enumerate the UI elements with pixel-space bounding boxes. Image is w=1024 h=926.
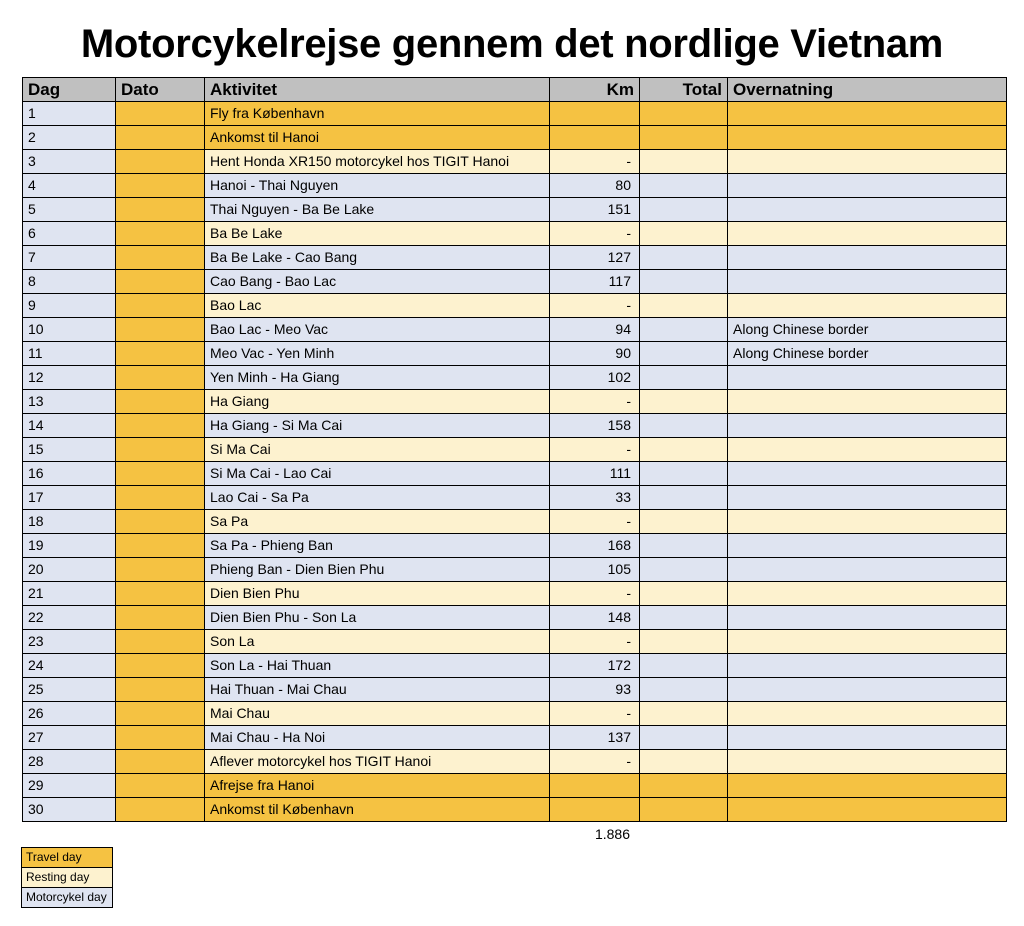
- cell-aktivitet[interactable]: Ba Be Lake - Cao Bang: [205, 246, 550, 270]
- cell-aktivitet[interactable]: Ba Be Lake: [205, 222, 550, 246]
- cell-dag[interactable]: 2: [23, 126, 116, 150]
- cell-km[interactable]: 158: [550, 414, 640, 438]
- table-row: [23, 678, 1007, 702]
- column-header-total[interactable]: Total: [640, 78, 728, 102]
- cell-dato[interactable]: [116, 150, 205, 174]
- cell-km[interactable]: 93: [550, 678, 640, 702]
- table-row: [23, 798, 1007, 822]
- cell-dato[interactable]: [116, 798, 205, 822]
- cell-total[interactable]: [640, 606, 728, 630]
- table-row: [23, 438, 1007, 462]
- cell-aktivitet[interactable]: Mai Chau: [205, 702, 550, 726]
- cell-total[interactable]: [640, 390, 728, 414]
- cell-aktivitet[interactable]: Son La - Hai Thuan: [205, 654, 550, 678]
- cell-aktivitet[interactable]: Si Ma Cai: [205, 438, 550, 462]
- cell-total[interactable]: [640, 750, 728, 774]
- cell-overnatning[interactable]: [728, 702, 1007, 726]
- cell-aktivitet[interactable]: Si Ma Cai - Lao Cai: [205, 462, 550, 486]
- cell-total[interactable]: [640, 246, 728, 270]
- cell-overnatning[interactable]: [728, 366, 1007, 390]
- cell-overnatning[interactable]: [728, 630, 1007, 654]
- cell-km[interactable]: 151: [550, 198, 640, 222]
- cell-overnatning[interactable]: [728, 294, 1007, 318]
- cell-dato[interactable]: [116, 510, 205, 534]
- cell-dag[interactable]: 15: [23, 438, 116, 462]
- cell-overnatning[interactable]: [728, 174, 1007, 198]
- cell-dato[interactable]: [116, 558, 205, 582]
- cell-aktivitet[interactable]: Hent Honda XR150 motorcykel hos TIGIT Hanoi: [205, 150, 550, 174]
- cell-dag[interactable]: 25: [23, 678, 116, 702]
- cell-dag[interactable]: 22: [23, 606, 116, 630]
- cell-km[interactable]: -: [550, 390, 640, 414]
- cell-overnatning[interactable]: Along Chinese border: [728, 342, 1007, 366]
- cell-dato[interactable]: [116, 726, 205, 750]
- cell-km[interactable]: 105: [550, 558, 640, 582]
- cell-dag[interactable]: 27: [23, 726, 116, 750]
- cell-overnatning[interactable]: [728, 390, 1007, 414]
- cell-overnatning[interactable]: [728, 198, 1007, 222]
- cell-km[interactable]: 111: [550, 462, 640, 486]
- column-header-aktivitet[interactable]: Aktivitet: [205, 78, 550, 102]
- cell-dag[interactable]: 8: [23, 270, 116, 294]
- cell-dato[interactable]: [116, 654, 205, 678]
- cell-km[interactable]: 33: [550, 486, 640, 510]
- cell-total[interactable]: [640, 174, 728, 198]
- cell-overnatning[interactable]: [728, 462, 1007, 486]
- table-row: [23, 390, 1007, 414]
- cell-km[interactable]: -: [550, 750, 640, 774]
- cell-km[interactable]: -: [550, 582, 640, 606]
- cell-total[interactable]: [640, 726, 728, 750]
- cell-km[interactable]: [550, 798, 640, 822]
- cell-km[interactable]: 127: [550, 246, 640, 270]
- cell-overnatning[interactable]: [728, 150, 1007, 174]
- table-row: [23, 414, 1007, 438]
- cell-km[interactable]: 117: [550, 270, 640, 294]
- cell-aktivitet[interactable]: Sa Pa: [205, 510, 550, 534]
- cell-overnatning[interactable]: [728, 510, 1007, 534]
- cell-total[interactable]: [640, 774, 728, 798]
- cell-total[interactable]: [640, 654, 728, 678]
- cell-overnatning[interactable]: [728, 486, 1007, 510]
- table-row: [23, 726, 1007, 750]
- cell-aktivitet[interactable]: Hai Thuan - Mai Chau: [205, 678, 550, 702]
- km-total: 1.886: [594, 826, 630, 842]
- cell-km[interactable]: 148: [550, 606, 640, 630]
- cell-dag[interactable]: 16: [23, 462, 116, 486]
- cell-overnatning[interactable]: [728, 678, 1007, 702]
- cell-overnatning[interactable]: [728, 798, 1007, 822]
- cell-aktivitet[interactable]: Bao Lac - Meo Vac: [205, 318, 550, 342]
- cell-dato[interactable]: [116, 438, 205, 462]
- table-row: [23, 582, 1007, 606]
- cell-dag[interactable]: 14: [23, 414, 116, 438]
- table-row: [23, 270, 1007, 294]
- cell-dato[interactable]: [116, 198, 205, 222]
- table-row: [23, 222, 1007, 246]
- cell-km[interactable]: 102: [550, 366, 640, 390]
- cell-dato[interactable]: [116, 342, 205, 366]
- table-row: [23, 462, 1007, 486]
- table-row: [23, 486, 1007, 510]
- header-row: [23, 78, 1007, 102]
- cell-overnatning[interactable]: [728, 534, 1007, 558]
- cell-aktivitet[interactable]: Ankomst til København: [205, 798, 550, 822]
- legend-motorcykel-day: Motorcykel day: [22, 888, 113, 908]
- cell-aktivitet[interactable]: Hanoi - Thai Nguyen: [205, 174, 550, 198]
- cell-overnatning[interactable]: [728, 582, 1007, 606]
- cell-dag[interactable]: 17: [23, 486, 116, 510]
- cell-dato[interactable]: [116, 318, 205, 342]
- cell-aktivitet[interactable]: Phieng Ban - Dien Bien Phu: [205, 558, 550, 582]
- cell-dato[interactable]: [116, 174, 205, 198]
- cell-dag[interactable]: 11: [23, 342, 116, 366]
- table-row: [23, 630, 1007, 654]
- table-row: [23, 198, 1007, 222]
- cell-km[interactable]: [550, 102, 640, 126]
- page-title: Motorcykelrejse gennem det nordlige Vietnam: [80, 22, 944, 66]
- cell-aktivitet[interactable]: Aflever motorcykel hos TIGIT Hanoi: [205, 750, 550, 774]
- cell-dato[interactable]: [116, 414, 205, 438]
- cell-dag[interactable]: 7: [23, 246, 116, 270]
- cell-dato[interactable]: [116, 486, 205, 510]
- cell-dag[interactable]: 3: [23, 150, 116, 174]
- cell-aktivitet[interactable]: Dien Bien Phu - Son La: [205, 606, 550, 630]
- table-row: [23, 750, 1007, 774]
- cell-aktivitet[interactable]: Dien Bien Phu: [205, 582, 550, 606]
- legend: [21, 847, 113, 908]
- cell-total[interactable]: [640, 366, 728, 390]
- cell-dag[interactable]: 10: [23, 318, 116, 342]
- cell-dag[interactable]: 19: [23, 534, 116, 558]
- cell-km[interactable]: -: [550, 294, 640, 318]
- cell-overnatning[interactable]: [728, 414, 1007, 438]
- cell-total[interactable]: [640, 678, 728, 702]
- cell-aktivitet[interactable]: Mai Chau - Ha Noi: [205, 726, 550, 750]
- cell-overnatning[interactable]: [728, 654, 1007, 678]
- cell-dag[interactable]: 20: [23, 558, 116, 582]
- cell-dag[interactable]: 18: [23, 510, 116, 534]
- table-row: [23, 774, 1007, 798]
- table-row: [23, 150, 1007, 174]
- table-row: [23, 534, 1007, 558]
- cell-aktivitet[interactable]: Sa Pa - Phieng Ban: [205, 534, 550, 558]
- table-row: [23, 654, 1007, 678]
- table-row: [23, 558, 1007, 582]
- table-row: [23, 606, 1007, 630]
- cell-dag[interactable]: 21: [23, 582, 116, 606]
- cell-km[interactable]: 90: [550, 342, 640, 366]
- cell-aktivitet[interactable]: Thai Nguyen - Ba Be Lake: [205, 198, 550, 222]
- cell-total[interactable]: [640, 414, 728, 438]
- column-header-overnatning[interactable]: Overnatning: [728, 78, 1007, 102]
- cell-total[interactable]: [640, 222, 728, 246]
- cell-dato[interactable]: [116, 630, 205, 654]
- table-row: [23, 102, 1007, 126]
- cell-dato[interactable]: [116, 222, 205, 246]
- cell-dato[interactable]: [116, 534, 205, 558]
- cell-total[interactable]: [640, 150, 728, 174]
- cell-km[interactable]: 94: [550, 318, 640, 342]
- column-header-dato[interactable]: Dato: [116, 78, 205, 102]
- cell-overnatning[interactable]: [728, 750, 1007, 774]
- cell-km[interactable]: -: [550, 630, 640, 654]
- table-row: [23, 246, 1007, 270]
- cell-overnatning[interactable]: [728, 774, 1007, 798]
- cell-km[interactable]: 80: [550, 174, 640, 198]
- cell-overnatning[interactable]: [728, 558, 1007, 582]
- cell-dag[interactable]: 4: [23, 174, 116, 198]
- cell-total[interactable]: [640, 558, 728, 582]
- cell-aktivitet[interactable]: Fly fra København: [205, 102, 550, 126]
- table-row: [23, 294, 1007, 318]
- cell-dato[interactable]: [116, 246, 205, 270]
- cell-km[interactable]: -: [550, 150, 640, 174]
- table-row: [23, 318, 1007, 342]
- table-row: [23, 126, 1007, 150]
- cell-total[interactable]: [640, 510, 728, 534]
- cell-dag[interactable]: 23: [23, 630, 116, 654]
- cell-aktivitet[interactable]: Ankomst til Hanoi: [205, 126, 550, 150]
- cell-total[interactable]: [640, 702, 728, 726]
- cell-km[interactable]: -: [550, 702, 640, 726]
- cell-total[interactable]: [640, 438, 728, 462]
- cell-dag[interactable]: 29: [23, 774, 116, 798]
- table-row: [23, 174, 1007, 198]
- cell-aktivitet[interactable]: Lao Cai - Sa Pa: [205, 486, 550, 510]
- column-header-dag[interactable]: Dag: [23, 78, 116, 102]
- cell-aktivitet[interactable]: Ha Giang - Si Ma Cai: [205, 414, 550, 438]
- cell-dag[interactable]: 1: [23, 102, 116, 126]
- cell-dato[interactable]: [116, 678, 205, 702]
- cell-dato[interactable]: [116, 390, 205, 414]
- cell-total[interactable]: [640, 462, 728, 486]
- cell-dato[interactable]: [116, 270, 205, 294]
- table-row: [23, 702, 1007, 726]
- cell-dag[interactable]: 5: [23, 198, 116, 222]
- cell-km[interactable]: -: [550, 438, 640, 462]
- cell-overnatning[interactable]: Along Chinese border: [728, 318, 1007, 342]
- cell-dag[interactable]: 12: [23, 366, 116, 390]
- cell-aktivitet[interactable]: Son La: [205, 630, 550, 654]
- itinerary-table: [22, 77, 1007, 822]
- cell-dato[interactable]: [116, 750, 205, 774]
- cell-dato[interactable]: [116, 294, 205, 318]
- cell-dato[interactable]: [116, 606, 205, 630]
- cell-overnatning[interactable]: [728, 438, 1007, 462]
- cell-dato[interactable]: [116, 582, 205, 606]
- table-row: [23, 366, 1007, 390]
- cell-km[interactable]: -: [550, 222, 640, 246]
- cell-dato[interactable]: [116, 702, 205, 726]
- cell-total[interactable]: [640, 486, 728, 510]
- cell-dag[interactable]: 26: [23, 702, 116, 726]
- cell-total[interactable]: [640, 294, 728, 318]
- cell-km[interactable]: 137: [550, 726, 640, 750]
- table-row: [23, 342, 1007, 366]
- cell-dag[interactable]: 9: [23, 294, 116, 318]
- cell-km[interactable]: 168: [550, 534, 640, 558]
- cell-dag[interactable]: 24: [23, 654, 116, 678]
- cell-dato[interactable]: [116, 366, 205, 390]
- cell-km[interactable]: -: [550, 510, 640, 534]
- cell-total[interactable]: [640, 582, 728, 606]
- cell-overnatning[interactable]: [728, 222, 1007, 246]
- cell-dag[interactable]: 28: [23, 750, 116, 774]
- cell-aktivitet[interactable]: Ha Giang: [205, 390, 550, 414]
- cell-km[interactable]: 172: [550, 654, 640, 678]
- legend-resting-day: Resting day: [22, 868, 113, 888]
- cell-dag[interactable]: 6: [23, 222, 116, 246]
- cell-overnatning[interactable]: [728, 270, 1007, 294]
- table-row: [23, 510, 1007, 534]
- cell-aktivitet[interactable]: Afrejse fra Hanoi: [205, 774, 550, 798]
- cell-total[interactable]: [640, 342, 728, 366]
- cell-total[interactable]: [640, 198, 728, 222]
- cell-overnatning[interactable]: [728, 606, 1007, 630]
- cell-aktivitet[interactable]: Yen Minh - Ha Giang: [205, 366, 550, 390]
- column-header-km[interactable]: Km: [550, 78, 640, 102]
- cell-km[interactable]: [550, 774, 640, 798]
- cell-total[interactable]: [640, 270, 728, 294]
- cell-km[interactable]: [550, 126, 640, 150]
- cell-overnatning[interactable]: [728, 726, 1007, 750]
- cell-dato[interactable]: [116, 102, 205, 126]
- cell-dag[interactable]: 30: [23, 798, 116, 822]
- cell-aktivitet[interactable]: Meo Vac - Yen Minh: [205, 342, 550, 366]
- cell-dato[interactable]: [116, 462, 205, 486]
- cell-total[interactable]: [640, 534, 728, 558]
- cell-overnatning[interactable]: [728, 246, 1007, 270]
- cell-aktivitet[interactable]: Cao Bang - Bao Lac: [205, 270, 550, 294]
- cell-total[interactable]: [640, 126, 728, 150]
- cell-total[interactable]: [640, 798, 728, 822]
- cell-total[interactable]: [640, 102, 728, 126]
- cell-dag[interactable]: 13: [23, 390, 116, 414]
- cell-total[interactable]: [640, 318, 728, 342]
- legend-travel-day: Travel day: [22, 848, 113, 868]
- cell-aktivitet[interactable]: Bao Lac: [205, 294, 550, 318]
- cell-dato[interactable]: [116, 126, 205, 150]
- cell-overnatning[interactable]: [728, 102, 1007, 126]
- cell-total[interactable]: [640, 630, 728, 654]
- table-body: [23, 102, 1007, 822]
- cell-overnatning[interactable]: [728, 126, 1007, 150]
- cell-dato[interactable]: [116, 774, 205, 798]
